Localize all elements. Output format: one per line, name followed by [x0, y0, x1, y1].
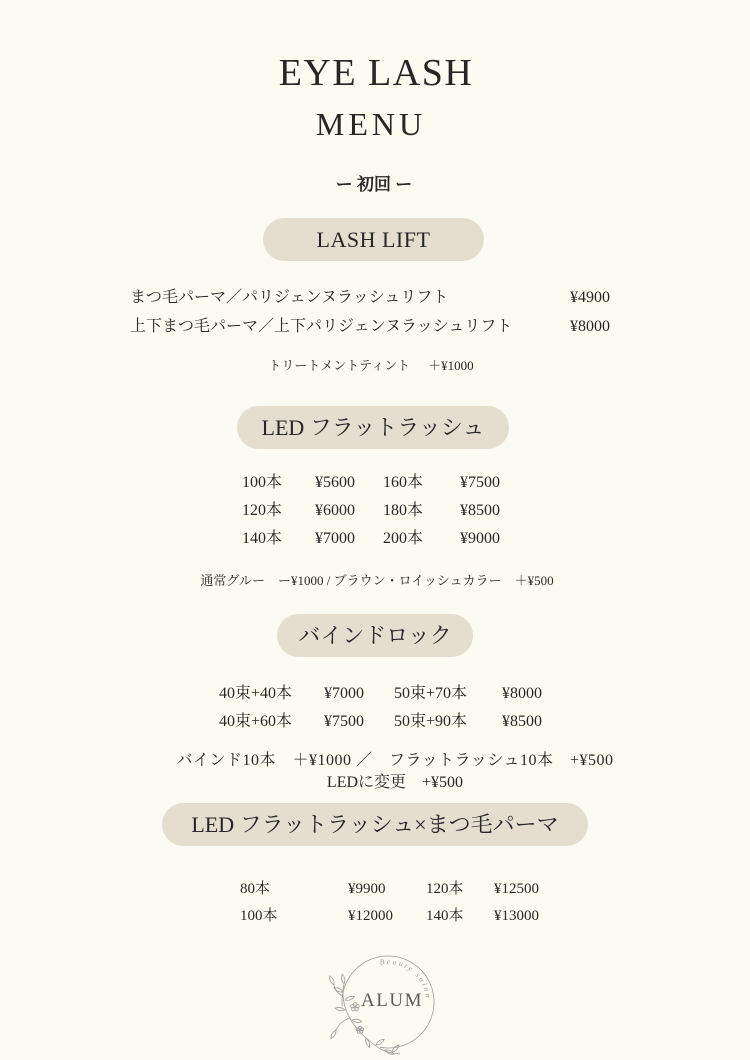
section-pill-led-flat-lash-perm [162, 803, 588, 846]
section-pill-bind-lock [277, 614, 473, 657]
flower-icon [350, 1003, 359, 1012]
option-name: トリートメントティント [268, 358, 411, 373]
leaf-icon [375, 1038, 385, 1046]
price-row [0, 472, 750, 494]
section-heading-lash-lift: LASH LIFT [316, 227, 431, 252]
bundle-count: 50束+70本 [394, 685, 468, 702]
price: ¥8500 [502, 713, 542, 730]
lash-count: 120本 [426, 881, 464, 897]
price: ¥7000 [324, 685, 364, 702]
sprig-branch [336, 1018, 350, 1030]
logo-arc-text-path: Beauty salon [379, 956, 434, 1001]
section-heading-led-flat-lash: LED フラットラッシュ [261, 415, 485, 440]
leaf-icon [391, 1044, 400, 1053]
price-row [0, 711, 750, 733]
price: ¥8500 [460, 502, 500, 519]
section-heading-led-flat-lash-perm: LED フラットラッシュ×まつ毛パーマ [191, 812, 559, 837]
price: ¥7500 [460, 474, 500, 491]
lash-count: 160本 [383, 474, 424, 491]
leaf-icon [352, 1018, 362, 1023]
menu-title-menu: MENU [315, 106, 427, 142]
price: ¥9000 [460, 530, 500, 547]
logo-floral-sprig-icon [328, 974, 400, 1056]
logo-salon-name: ALUM [361, 990, 423, 1011]
price: ¥9900 [348, 881, 386, 897]
price: ¥6000 [315, 502, 355, 519]
bundle-count: 40束+40本 [219, 685, 293, 702]
bind-add-on-note: バインド10本 ＋¥1000 ／ フラットラッシュ10本 +¥500 [176, 752, 614, 769]
price: ¥5600 [315, 474, 355, 491]
bundle-count: 50束+90本 [394, 713, 468, 730]
menu-item-name: 上下まつ毛パーマ／上下パリジェンヌラッシュリフト [130, 318, 513, 335]
salon-logo [330, 950, 450, 1058]
price: ¥7500 [324, 713, 364, 730]
bundle-count: 40束+60本 [219, 713, 293, 730]
price: ¥7000 [315, 530, 355, 547]
leaf-icon [364, 1037, 370, 1047]
leaf-icon [333, 986, 343, 993]
leaf-icon [335, 1007, 345, 1012]
section-pill-led-flat-lash [237, 406, 509, 449]
lash-count: 140本 [426, 908, 464, 924]
menu-item-price: ¥4900 [570, 289, 610, 306]
price: ¥8000 [502, 685, 542, 702]
glue-color-note: 通常グルー ー¥1000 / ブラウン・ロイッシュカラー ＋¥500 [200, 573, 554, 588]
menu-item-name: まつ毛パーマ／パリジェンヌラッシュリフト [130, 289, 449, 306]
leaf-icon [330, 1029, 338, 1039]
section-heading-bind-lock: バインドロック [298, 623, 452, 648]
led-upgrade-note: LEDに変更 +¥500 [326, 774, 464, 791]
first-visit-subtitle: ー 初回 ー [335, 175, 413, 194]
menu-item-price: ¥8000 [570, 318, 610, 335]
lash-count: 180本 [383, 502, 424, 519]
lash-count: 140本 [242, 530, 283, 547]
price-row [0, 528, 750, 550]
section-pill-lash-lift [263, 218, 484, 261]
menu-title-eye-lash: EYE LASH [278, 52, 474, 94]
price: ¥12500 [494, 881, 539, 897]
leaf-icon [344, 995, 354, 1001]
lash-count: 120本 [242, 502, 283, 519]
lash-count: 80本 [240, 881, 271, 897]
leaf-icon [341, 974, 346, 984]
price: ¥13000 [494, 908, 539, 924]
price-row [0, 905, 750, 927]
option-price: ＋¥1000 [428, 358, 474, 373]
flower-icon [356, 1026, 364, 1034]
price: ¥12000 [348, 908, 393, 924]
lash-count: 100本 [242, 474, 283, 491]
price-row [0, 683, 750, 705]
price-row [0, 500, 750, 522]
lash-count: 200本 [383, 530, 424, 547]
option-treatment-tint [268, 357, 473, 375]
lash-count: 100本 [240, 908, 278, 924]
leaf-icon [328, 975, 335, 985]
price-row [0, 878, 750, 900]
